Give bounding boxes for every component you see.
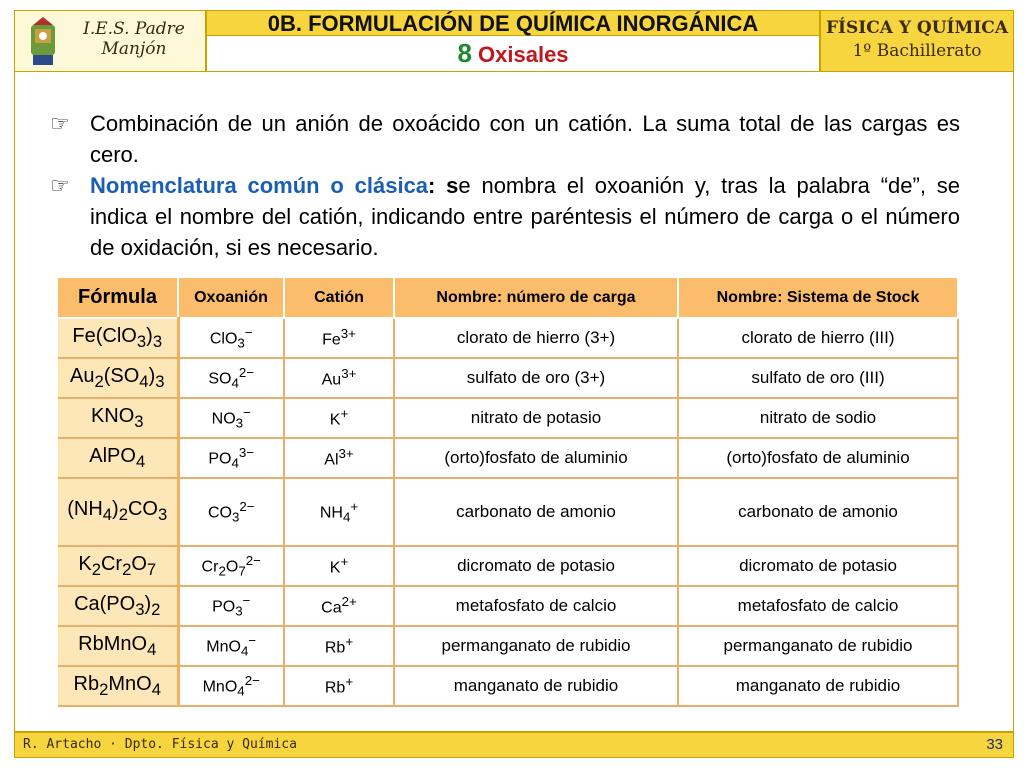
stock-name-cell: clorato de hierro (III) [678, 318, 958, 358]
footer-author: R. Artacho · Dpto. Física y Química [23, 737, 297, 752]
oxisales-table [58, 278, 958, 707]
bullet-text: Combinación de un anión de oxoácido con un catión. La suma total de las cargas es cero. [90, 111, 960, 167]
school-name-line2: Manjón [101, 39, 167, 59]
oxoanion-cell: $PO_4^{3-}$ [178, 438, 284, 478]
oxoanion-cell: $CO_3^{2-}$ [178, 478, 284, 546]
bullet-bold-term: Nomenclatura común o clásica [90, 173, 429, 198]
pointing-hand-icon: ☞ [50, 111, 70, 136]
bullet-bold-letter: s [446, 173, 459, 198]
col-header-charge-name: Nombre: número de carga [394, 278, 678, 318]
stock-name-cell: carbonato de amonio [678, 478, 958, 546]
cation-cell: $Au^{3+}$ [284, 358, 394, 398]
charge-name-cell: permanganato de rubidio [394, 626, 678, 666]
stock-name-cell: metafosfato de calcio [678, 586, 958, 626]
oxoanion-cell: MnO$_4$− [178, 626, 284, 666]
course-subject: FÍSICA Y QUÍMICA [825, 18, 1009, 38]
school-seal-icon [29, 15, 57, 69]
formula-cell: $Ca(PO_3)_2$ [58, 586, 178, 626]
table-row [58, 318, 958, 358]
stock-name-cell: sulfato de oro (III) [678, 358, 958, 398]
oxoanion-cell: $Cr_2O_7^{2-}$ [178, 546, 284, 586]
charge-name-cell: manganato de rubidio [394, 666, 678, 706]
charge-name-cell: nitrato de potasio [394, 398, 678, 438]
cation-cell: $NH_4^+$ [284, 478, 394, 546]
pointing-hand-icon: ☞ [50, 173, 70, 198]
section-subtitle [206, 36, 820, 72]
formula-cell: $Fe(ClO_3)_3$ [58, 318, 178, 358]
table-row [58, 438, 958, 478]
col-header-formula: Fórmula [58, 278, 178, 318]
cation-cell: $Ca^{2+}$ [284, 586, 394, 626]
formula-cell: AlPO$_4$ [58, 438, 178, 478]
stock-name-cell: dicromato de potasio [678, 546, 958, 586]
course-box [820, 10, 1014, 72]
oxoanion-cell: $PO_3^-$ [178, 586, 284, 626]
oxoanion-cell: MnO$_4^{2-}$ [178, 666, 284, 706]
school-name-line1: I.E.S. Padre [83, 19, 185, 39]
charge-name-cell: clorato de hierro (3+) [394, 318, 678, 358]
col-header-stock-name: Nombre: Sistema de Stock [678, 278, 958, 318]
course-level: 1º Bachillerato [852, 41, 982, 61]
stock-name-cell: manganato de rubidio [678, 666, 958, 706]
bullet-item-nomenclature [50, 170, 960, 263]
bullet-list [50, 108, 960, 263]
charge-name-cell: metafosfato de calcio [394, 586, 678, 626]
oxoanion-cell: ClO$_3$− [178, 318, 284, 358]
formula-cell: $Au_2(SO_4)_3$ [58, 358, 178, 398]
cation-cell: Rb+ [284, 666, 394, 706]
formula-cell: $Rb_2MnO_4$ [58, 666, 178, 706]
section-number: 8 [457, 38, 472, 68]
table-row [58, 626, 958, 666]
formula-cell: RbMnO$_4$ [58, 626, 178, 666]
page-number: 33 [986, 736, 1003, 753]
cation-cell: K+ [284, 398, 394, 438]
cation-cell: K+ [284, 546, 394, 586]
charge-name-cell: sulfato de oro (3+) [394, 358, 678, 398]
table-row [58, 586, 958, 626]
table-header-row [58, 278, 958, 318]
charge-name-cell: dicromato de potasio [394, 546, 678, 586]
school-name [67, 19, 201, 59]
section-label: Oxisales [478, 42, 569, 67]
table-row [58, 398, 958, 438]
formula-cell: $KNO_3$ [58, 398, 178, 438]
cation-cell: Rb+ [284, 626, 394, 666]
page-title: 0B. FORMULACIÓN DE QUÍMICA INORGÁNICA [206, 10, 820, 36]
cation-cell: $Fe^{3+}$ [284, 318, 394, 358]
oxoanion-cell: $SO_4^{2-}$ [178, 358, 284, 398]
bullet-colon: : [428, 173, 436, 198]
charge-name-cell: carbonato de amonio [394, 478, 678, 546]
charge-name-cell: (orto)fosfato de aluminio [394, 438, 678, 478]
formula-cell: $(NH_4)_2CO_3$ [58, 478, 178, 546]
footer-bar [14, 732, 1014, 758]
stock-name-cell: (orto)fosfato de aluminio [678, 438, 958, 478]
oxoanion-cell: $NO_3^-$ [178, 398, 284, 438]
table-row [58, 666, 958, 706]
table-row [58, 358, 958, 398]
cation-cell: $Al^{3+}$ [284, 438, 394, 478]
col-header-cation: Catión [284, 278, 394, 318]
formula-cell: $K_2Cr_2O_7$ [58, 546, 178, 586]
school-logo-box [14, 10, 206, 72]
bullet-item-definition [50, 108, 960, 170]
stock-name-cell: permanganato de rubidio [678, 626, 958, 666]
stock-name-cell: nitrato de sodio [678, 398, 958, 438]
table-row [58, 546, 958, 586]
bullet-text: e nombra el oxoanión y, tras la palabra “de”, se indica el nombre del catión, indicando entre paréntesis el número de carga o el número de oxidación, si es necesario. [90, 173, 960, 260]
table-row [58, 478, 958, 546]
col-header-oxoanion: Oxoanión [178, 278, 284, 318]
